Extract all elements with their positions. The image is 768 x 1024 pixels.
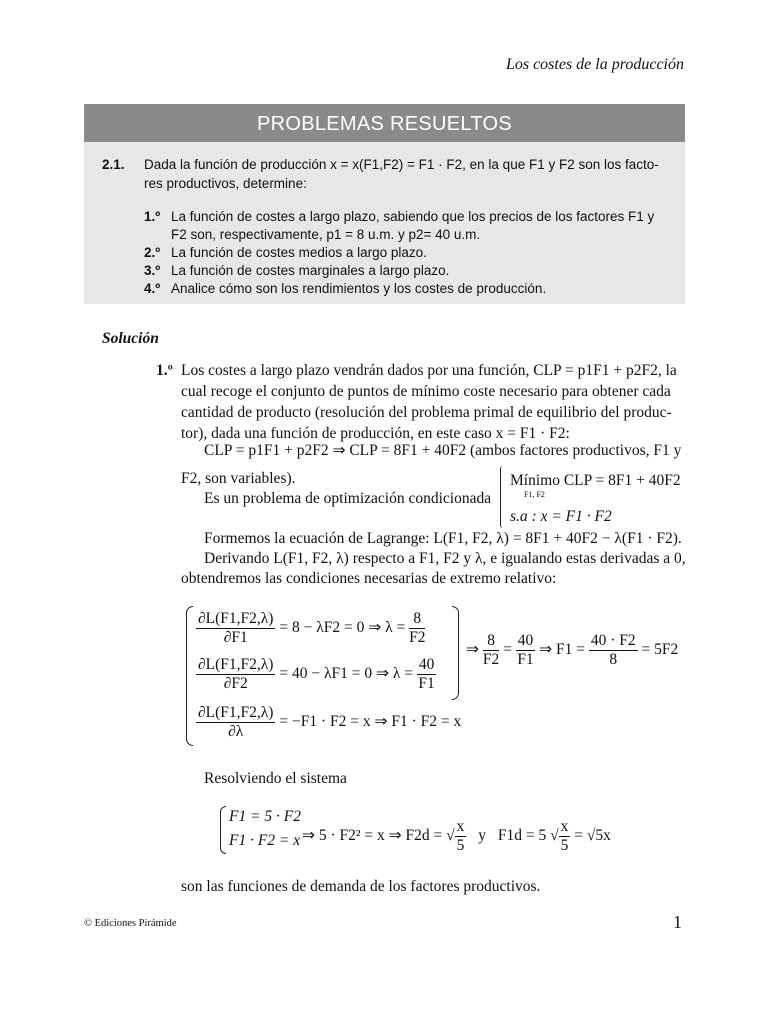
optimization-subscript: F1, F2 <box>524 490 545 499</box>
solution-heading: Solución <box>102 330 159 347</box>
paragraph-line: cantidad de producto (resolución del problema primal de equilibrio del produc- <box>181 404 672 421</box>
system2-line-2: F1 · F2 = x <box>229 832 301 849</box>
cost-equation-continued: F2, son variables). <box>181 470 296 487</box>
problem-statement-box <box>84 142 685 304</box>
system-result: ⇒ $\frac{8}{F2}$ = $\frac{40}{F1}$ ⇒ F1 = $\frac{40 \cdot F2}{8}$ = 5F2 <box>466 632 679 668</box>
equation-text: = √5x <box>574 827 611 845</box>
lagrange-equation: Formemos la ecuación de Lagrange: L(F1, F2, λ) = 8F1 + 40F2 − λ(F1 · F2). <box>204 530 682 547</box>
problem-intro-line: Dada la función de producción x = x(F1,F2) = F1 · F2, en la que F1 y F2 son los facto- <box>144 157 659 172</box>
solution-paragraph <box>181 360 686 444</box>
fraction-numerator: 8 <box>483 632 499 651</box>
system-left-brace <box>186 606 193 746</box>
fraction-denominator: F1 <box>418 675 435 692</box>
page-number: 1 <box>673 912 682 932</box>
fraction-denominator: ∂λ <box>228 723 244 740</box>
derivation-line: Derivando L(F1, F2, λ) respecto a F1, F2 y λ, e igualando estas derivadas a 0, <box>204 550 686 567</box>
equation-text: = −F1 · F2 = x ⇒ F1 · F2 = x <box>279 713 462 731</box>
fraction-numerator: 40 · F2 <box>590 632 636 649</box>
equation-text: = 5F2 <box>641 641 679 659</box>
problem-item-number: 1.º <box>144 209 161 224</box>
equation-text: ⇒ F1 = <box>539 641 585 659</box>
fraction-numerator: 8 <box>409 610 425 629</box>
problem-item-text: F2 son, respectivamente, p1 = 8 u.m. y p2= 40 u.m. <box>171 227 481 242</box>
problem-item-number: 3.º <box>144 263 161 278</box>
system2-result: ⇒ 5 · F2² = x ⇒ F2d = √ $\frac{x}{5}$ y F1d = 5 √ $\frac{x}{5}$ = √5x <box>302 818 611 854</box>
fraction-denominator: F2 <box>409 629 426 646</box>
optimization-objective: Mínimo CLP = 8F1 + 40F2 <box>510 472 681 489</box>
implies-arrow: ⇒ <box>466 641 479 659</box>
fraction-denominator: ∂F2 <box>223 675 248 692</box>
problem-item-text: Analice cómo son los rendimientos y los costes de producción. <box>171 281 547 296</box>
closing-text: son las funciones de demanda de los factores productivos. <box>181 878 541 895</box>
problem-item-number: 2.º <box>144 245 161 260</box>
resolve-text: Resolviendo el sistema <box>204 770 347 787</box>
system-row-1 <box>196 610 425 647</box>
conjunction: y <box>478 827 487 845</box>
fraction-denominator: 5 <box>560 837 569 854</box>
footer-copyright: © Ediciones Pirámide <box>84 918 177 929</box>
system-row-2 <box>196 656 436 693</box>
fraction-denominator: ∂F1 <box>223 629 248 646</box>
optimization-brace <box>500 466 503 528</box>
fraction-numerator: 40 <box>517 632 534 649</box>
problem-number: 2.1. <box>102 157 125 172</box>
equation-text: F1d = 5 <box>497 827 547 845</box>
derivation-line: obtendremos las condiciones necesarias de extremo relativo: <box>181 570 557 587</box>
problem-intro-line: res productivos, determine: <box>144 176 307 191</box>
running-header: Los costes de la producción <box>505 56 684 73</box>
optimization-text: Es un problema de optimización condicionada <box>204 490 492 507</box>
equation-text: = 8 − λF2 = 0 ⇒ λ = <box>279 619 406 637</box>
fraction-numerator: x <box>560 818 569 835</box>
fraction-denominator: 8 <box>609 651 618 668</box>
cost-equation: CLP = p1F1 + p2F2 ⇒ CLP = 8F1 + 40F2 (ambos factores productivos, F1 y <box>204 442 682 459</box>
problem-item-number: 4.º <box>144 281 161 296</box>
system-right-brace <box>452 606 459 700</box>
problem-item-text: La función de costes a largo plazo, sabiendo que los precios de los factores F1 y <box>171 209 655 224</box>
fraction-numerator: ∂L(F1,F2,λ) <box>198 704 274 721</box>
fraction-numerator: ∂L(F1,F2,λ) <box>198 656 274 673</box>
equation-text: ⇒ 5 · F2² = x ⇒ F2d = <box>302 827 443 845</box>
fraction-numerator: 40 <box>418 656 435 673</box>
problem-item-text: La función de costes medios a largo plazo. <box>171 245 427 260</box>
fraction-denominator: F1 <box>517 651 534 668</box>
fraction-numerator: x <box>456 818 465 835</box>
paragraph-line: cual recoge el conjunto de puntos de mínimo coste necesario para obtener cada <box>181 383 671 400</box>
optimization-constraint: s.a : x = F1 · F2 <box>510 508 612 525</box>
paragraph-line: Los costes a largo plazo vendrán dados por una función, CLP = p1F1 + p2F2, la <box>181 362 677 379</box>
equation-text: = 40 − λF1 = 0 ⇒ λ = <box>279 665 413 683</box>
fraction-numerator: ∂L(F1,F2,λ) <box>198 610 274 627</box>
system-row-3 <box>196 704 461 741</box>
paragraph-line: tor), dada una función de producción, en este caso x = F1 · F2: <box>181 425 570 442</box>
system2-brace <box>220 806 226 854</box>
section-banner: PROBLEMAS RESUELTOS <box>84 104 685 142</box>
system2-line-1: F1 = 5 · F2 <box>229 808 302 825</box>
fraction-denominator: 5 <box>456 837 465 854</box>
solution-step-number: 1.º <box>156 362 173 379</box>
fraction-denominator: F2 <box>482 651 500 668</box>
problem-item-text: La función de costes marginales a largo plazo. <box>171 263 450 278</box>
